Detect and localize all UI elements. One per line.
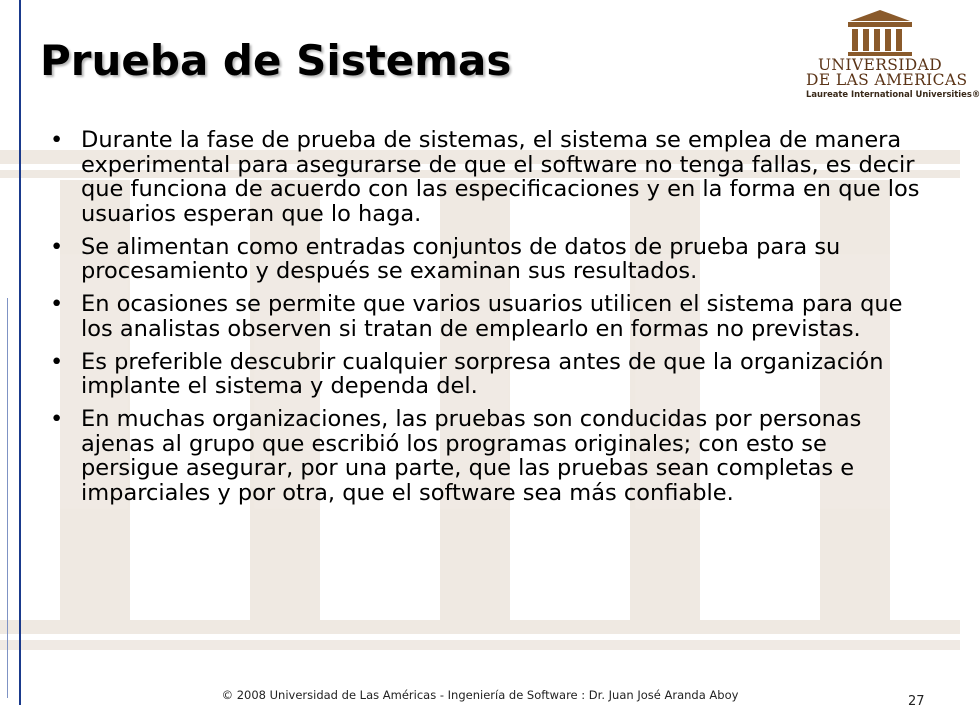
bullet-item <box>50 407 930 505</box>
footer-copyright: © 2008 Universidad de Las Américas - Ingeniería de Software : Dr. Juan José Aranda Aboy <box>221 688 739 702</box>
page-number: 27 <box>908 694 925 709</box>
logo-line-laureate: Laureate International Universities® <box>806 89 980 99</box>
bullet-item <box>50 292 930 341</box>
logo-line-university: UNIVERSIDAD <box>817 56 943 74</box>
bullet-item <box>50 128 930 226</box>
university-building-icon <box>806 8 954 58</box>
bullet-dot: • <box>50 348 64 375</box>
bullet-list <box>50 128 930 514</box>
bullet-text: En muchas organizaciones, las pruebas son conducidas por personas ajenas al grupo que escribió los programas originales; con esto se persigue asegurar, por una parte, que las pruebas sean completas e imparciales y por otra, que el software sea más confiable. <box>81 406 862 506</box>
logo-line-de-las-americas: DE LAS AMERICAS <box>806 71 968 89</box>
bullet-item <box>50 350 930 399</box>
slide-title: Prueba de Sistemas <box>40 36 512 85</box>
bullet-dot: • <box>50 127 64 153</box>
bullet-dot: • <box>50 291 64 317</box>
bullet-text: Durante la fase de prueba de sistemas, el sistema se emplea de manera experimental para asegurarse de que el software no tenga fallas, es decir que funciona de acuerdo con las especificaciones y en la forma en que los usuarios esperan que lo haga. <box>81 127 920 227</box>
bullet-dot: • <box>50 233 64 260</box>
bullet-item <box>50 235 930 284</box>
bullet-text: En ocasiones se permite que varios usuarios utilicen el sistema para que los analistas observen si tratan de emplearlo en formas no previstas. <box>81 291 903 342</box>
bullet-text: Es preferible descubrir cualquier sorpresa antes de que la organización implante el sistema y dependa del. <box>81 348 884 399</box>
left-accent-line <box>19 0 21 705</box>
bullet-text: Se alimentan como entradas conjuntos de datos de prueba para su procesamiento y después se examinan sus resultados. <box>81 233 841 284</box>
bullet-dot: • <box>50 406 64 432</box>
left-accent-line-thin <box>7 298 8 698</box>
university-logo <box>806 8 980 100</box>
